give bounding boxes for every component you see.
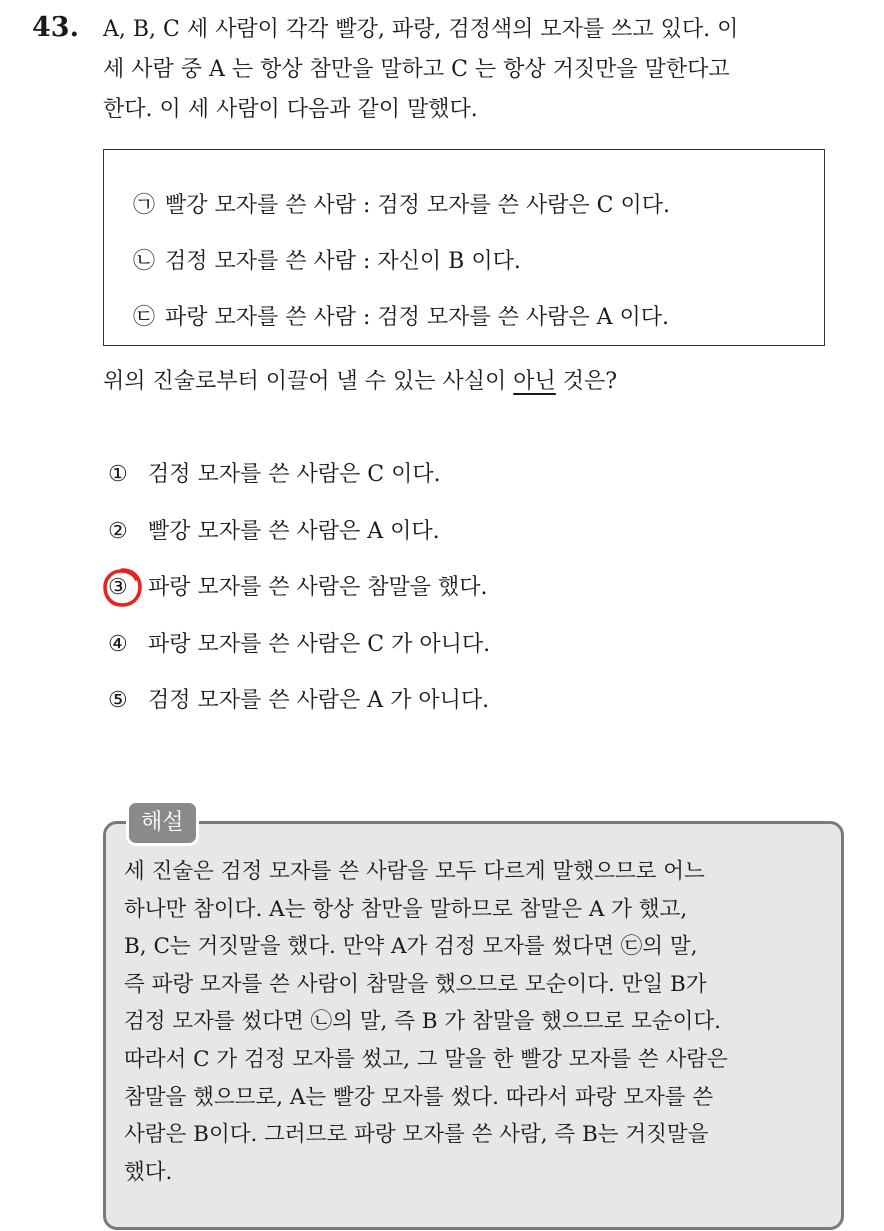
- option-number: ④: [108, 632, 128, 657]
- explanation-line: 검정 모자를 썼다면 ㉡의 말, 즉 B 가 참말을 했으므로 모순이다.: [124, 1009, 721, 1035]
- statement-text: 파랑 모자를 쓴 사람 : 검정 모자를 쓴 사람은 A 이다.: [165, 305, 670, 330]
- explanation-line: 하나만 참이다. A는 항상 참만을 말하므로 참말은 A 가 했고,: [124, 896, 688, 922]
- statements-box: [103, 149, 825, 346]
- prompt-text-end: 것은?: [555, 369, 618, 394]
- option-text: 빨강 모자를 쓴 사람은 A 이다.: [148, 519, 440, 544]
- option-text: 검정 모자를 쓴 사람은 C 이다.: [148, 462, 441, 487]
- option-number: ②: [108, 519, 128, 544]
- statement-mark: ㉢: [133, 305, 156, 330]
- statement-text: 검정 모자를 쓴 사람 : 자신이 B 이다.: [165, 249, 521, 274]
- question-prompt: [103, 364, 617, 395]
- explanation-line: 사람은 B이다. 그러므로 파랑 모자를 쓴 사람, 즉 B는 거짓말을: [124, 1122, 709, 1148]
- question-number: 43.: [32, 12, 79, 43]
- option-number: [108, 575, 148, 600]
- explanation-line: B, C는 거짓말을 했다. 만약 A가 검정 모자를 썼다면 ㉢의 말,: [124, 934, 698, 960]
- stem-line: 세 사람 중 A 는 항상 참만을 말하고 C 는 항상 거짓만을 말한다고: [103, 57, 730, 82]
- question-stem: [103, 10, 863, 130]
- explanation-line: 했다.: [124, 1159, 173, 1185]
- option-1[interactable]: [108, 457, 441, 488]
- option-text: 파랑 모자를 쓴 사람은 참말을 했다.: [148, 575, 488, 600]
- stem-line: A, B, C 세 사람이 각각 빨강, 파랑, 검정색의 모자를 쓰고 있다. 이: [103, 17, 739, 42]
- explanation-line: 참말을 했으므로, A는 빨강 모자를 썼다. 따라서 파랑 모자를 쓴: [124, 1084, 714, 1110]
- statement-mark: ㉠: [133, 193, 156, 218]
- option-number: ⑤: [108, 688, 128, 713]
- statement-text: 빨강 모자를 쓴 사람 : 검정 모자를 쓴 사람은 C 이다.: [165, 193, 670, 218]
- explanation-text: [124, 853, 824, 1191]
- option-text: 파랑 모자를 쓴 사람은 C 가 아니다.: [148, 632, 491, 657]
- option-number: ①: [108, 462, 128, 487]
- option-4[interactable]: [108, 627, 490, 658]
- statement-2: [133, 244, 521, 275]
- option-number-label: ③: [108, 575, 128, 600]
- option-text: 검정 모자를 쓴 사람은 A 가 아니다.: [148, 688, 490, 713]
- statement-mark: ㉡: [133, 249, 156, 274]
- stem-line: 한다. 이 세 사람이 다음과 같이 말했다.: [103, 97, 478, 122]
- prompt-text: 위의 진술로부터 이끌어 낼 수 있는 사실이: [103, 369, 514, 394]
- prompt-underlined: 아닌: [513, 369, 556, 394]
- option-5[interactable]: [108, 683, 489, 714]
- explanation-label: 해설: [126, 800, 199, 846]
- explanation-line: 따라서 C 가 검정 모자를 썼고, 그 말을 한 빨강 모자를 쓴 사람은: [124, 1046, 728, 1072]
- statement-1: [133, 188, 670, 219]
- explanation-line: 세 진술은 검정 모자를 쓴 사람을 모두 다르게 말했으므로 어느: [124, 859, 705, 884]
- statement-3: [133, 300, 669, 331]
- option-2[interactable]: [108, 514, 440, 545]
- explanation-line: 즉 파랑 모자를 쓴 사람이 참말을 했으므로 모순이다. 만일 B가: [124, 971, 707, 997]
- option-3[interactable]: [108, 570, 488, 601]
